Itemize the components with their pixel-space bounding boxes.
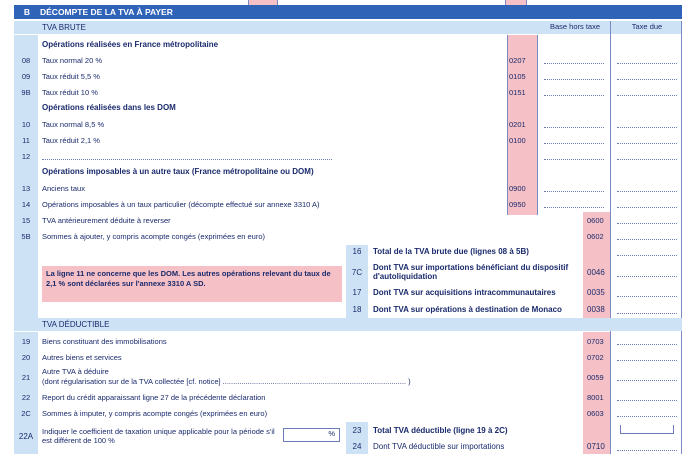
total-24-label: Dont TVA déductible sur importations bbox=[373, 442, 505, 451]
total-17-label: Dont TVA sur acquisitions intracommunautaires bbox=[373, 288, 556, 297]
row-2c bbox=[14, 406, 682, 422]
row-num: 19 bbox=[21, 337, 31, 346]
total-7c-label: Dont TVA sur importations bénéficiant du dispositif d'autoliquidation bbox=[373, 263, 569, 281]
group-autre-taux: Opérations imposables à un autre taux (France métropolitaine ou DOM) bbox=[42, 167, 314, 176]
col-taxe-header: Taxe due bbox=[631, 22, 663, 31]
row-code: 0100 bbox=[509, 136, 526, 145]
row-code: 0207 bbox=[509, 56, 526, 65]
row-code: 8001 bbox=[587, 393, 604, 402]
row-code: 0702 bbox=[587, 353, 604, 362]
row-code: 0201 bbox=[509, 120, 526, 129]
col-base-header: Base hors taxe bbox=[549, 22, 601, 31]
taxe-field[interactable] bbox=[617, 191, 677, 192]
taxe-field[interactable] bbox=[617, 207, 677, 208]
total-23-field[interactable] bbox=[620, 425, 674, 434]
group-dom: Opérations réalisées dans les DOM bbox=[42, 103, 176, 112]
row-label: Taux réduit 10 % bbox=[42, 88, 98, 97]
taxe-field[interactable] bbox=[617, 450, 677, 451]
row-09 bbox=[14, 69, 682, 85]
base-field[interactable] bbox=[544, 159, 604, 160]
section-header bbox=[14, 5, 682, 19]
total-23-label: Total TVA déductible (ligne 19 à 2C) bbox=[373, 426, 508, 435]
row-label: Taux réduit 5,5 % bbox=[42, 72, 100, 81]
row-code: 0059 bbox=[587, 373, 604, 382]
row-15 bbox=[14, 213, 682, 229]
taxe-field[interactable] bbox=[617, 63, 677, 64]
row-code: 0151 bbox=[509, 88, 526, 97]
row-label: Autres biens et services bbox=[42, 353, 122, 362]
row-num: 23 bbox=[352, 426, 362, 435]
row-11 bbox=[14, 133, 682, 149]
row-code: 0105 bbox=[509, 72, 526, 81]
row-label: Taux normal 8,5 % bbox=[42, 120, 105, 129]
row-label: Taux normal 20 % bbox=[42, 56, 103, 65]
taxe-field[interactable] bbox=[617, 143, 677, 144]
base-field[interactable] bbox=[544, 143, 604, 144]
taxe-field[interactable] bbox=[617, 223, 677, 224]
row-num: 24 bbox=[352, 442, 362, 451]
row-code: 0950 bbox=[509, 200, 526, 209]
row-sublabel: (dont régularisation sur de la TVA collectée [cf. notice] ........................................................................................ ) bbox=[42, 377, 411, 386]
taxe-field[interactable] bbox=[617, 276, 677, 277]
taxe-field[interactable] bbox=[617, 296, 677, 297]
row-code: 0603 bbox=[587, 409, 604, 418]
dom-note: La ligne 11 ne concerne que les DOM. Les autres opérations relevant du taux de 2,1 % sont déclarées sur l'annexe 3310 A SD. bbox=[42, 266, 342, 302]
taxe-field[interactable] bbox=[617, 127, 677, 128]
row-label: Sommes à imputer, y compris acompte congés (exprimées en euro) bbox=[42, 409, 268, 418]
taxe-field[interactable] bbox=[617, 313, 677, 314]
group-france: Opérations réalisées en France métropolitaine bbox=[42, 40, 219, 49]
base-field[interactable] bbox=[544, 191, 604, 192]
row-num: 11 bbox=[22, 136, 30, 145]
row-label: Autre TVA à déduire bbox=[42, 367, 109, 376]
row-label: Opérations imposables à un taux particulier (décompte effectué sur annexe 3310 A) bbox=[42, 200, 320, 209]
taxe-field[interactable] bbox=[617, 95, 677, 96]
total-16-label: Total de la TVA brute due (lignes 08 à 5B) bbox=[373, 247, 529, 256]
row-num: 22A bbox=[18, 432, 34, 441]
row-num: 12 bbox=[21, 152, 31, 161]
row-num: 20 bbox=[21, 353, 31, 362]
section-title: DÉCOMPTE DE LA TVA À PAYER bbox=[40, 7, 173, 17]
row-10 bbox=[14, 117, 682, 133]
deductible-title: TVA DÉDUCTIBLE bbox=[42, 320, 110, 329]
row-19 bbox=[14, 334, 682, 350]
taxe-field[interactable] bbox=[617, 255, 677, 256]
row-num: 2C bbox=[21, 409, 31, 418]
taxe-field[interactable] bbox=[617, 400, 677, 401]
row-num: 5B bbox=[21, 232, 31, 241]
row-08 bbox=[14, 53, 682, 69]
row-num: 21 bbox=[21, 373, 31, 382]
row-5b bbox=[14, 229, 682, 245]
row-label: Anciens taux bbox=[42, 184, 85, 193]
base-field[interactable] bbox=[544, 79, 604, 80]
brute-title: TVA BRUTE bbox=[42, 23, 86, 32]
row-label: Biens constituant des immobilisations bbox=[42, 337, 167, 346]
row-14 bbox=[14, 197, 682, 213]
row-22a-label: Indiquer le coefficient de taxation unique applicable pour la période s'il est différent de 100 % bbox=[42, 427, 275, 445]
base-field[interactable] bbox=[544, 63, 604, 64]
row-code: 0046 bbox=[587, 268, 605, 277]
row-21 bbox=[14, 366, 682, 388]
base-field[interactable] bbox=[544, 127, 604, 128]
row-num: 14 bbox=[21, 200, 31, 209]
total-18-label: Dont TVA sur opérations à destination de Monaco bbox=[373, 305, 562, 314]
taxe-field[interactable] bbox=[617, 79, 677, 80]
row-label: Sommes à ajouter, y compris acompte congés (exprimées en euro) bbox=[42, 232, 266, 241]
row-code: 0703 bbox=[587, 337, 604, 346]
row-num: 9B bbox=[21, 88, 31, 97]
row-code: 0035 bbox=[587, 288, 605, 297]
row-12-label-field[interactable] bbox=[42, 159, 332, 160]
row-22 bbox=[14, 390, 682, 406]
taxe-field[interactable] bbox=[617, 344, 677, 345]
row-num: 09 bbox=[21, 72, 31, 81]
row-12 bbox=[14, 149, 682, 165]
deductible-header bbox=[14, 318, 682, 331]
row-code: 0710 bbox=[587, 442, 605, 451]
row-13 bbox=[14, 181, 682, 197]
row-label: Report du crédit apparaissant ligne 27 de la précédente déclaration bbox=[42, 393, 266, 402]
taxe-field[interactable] bbox=[617, 416, 677, 417]
row-20 bbox=[14, 350, 682, 366]
row-num: 7C bbox=[351, 268, 363, 277]
coefficient-input[interactable] bbox=[283, 428, 340, 442]
section-code: B bbox=[23, 7, 31, 17]
row-code: 0602 bbox=[587, 232, 604, 241]
row-num: 08 bbox=[21, 56, 31, 65]
row-code: 0038 bbox=[587, 305, 605, 314]
taxe-field[interactable] bbox=[617, 380, 677, 381]
row-num: 18 bbox=[352, 305, 362, 314]
row-label: Taux réduit 2,1 % bbox=[42, 136, 100, 145]
taxe-field[interactable] bbox=[617, 239, 677, 240]
row-num: 13 bbox=[21, 184, 31, 193]
percent-sign: % bbox=[328, 429, 335, 438]
row-code: 0600 bbox=[587, 216, 604, 225]
row-num: 15 bbox=[21, 216, 31, 225]
base-field[interactable] bbox=[544, 95, 604, 96]
row-num: 22 bbox=[21, 393, 31, 402]
taxe-field[interactable] bbox=[617, 159, 677, 160]
row-code: 0900 bbox=[509, 184, 526, 193]
row-num: 10 bbox=[21, 120, 31, 129]
taxe-field[interactable] bbox=[617, 360, 677, 361]
row-9b bbox=[14, 85, 682, 101]
row-label: TVA antérieurement déduite à reverser bbox=[42, 216, 171, 225]
row-num: 16 bbox=[352, 247, 362, 256]
base-field[interactable] bbox=[544, 207, 604, 208]
row-num: 17 bbox=[352, 288, 362, 297]
